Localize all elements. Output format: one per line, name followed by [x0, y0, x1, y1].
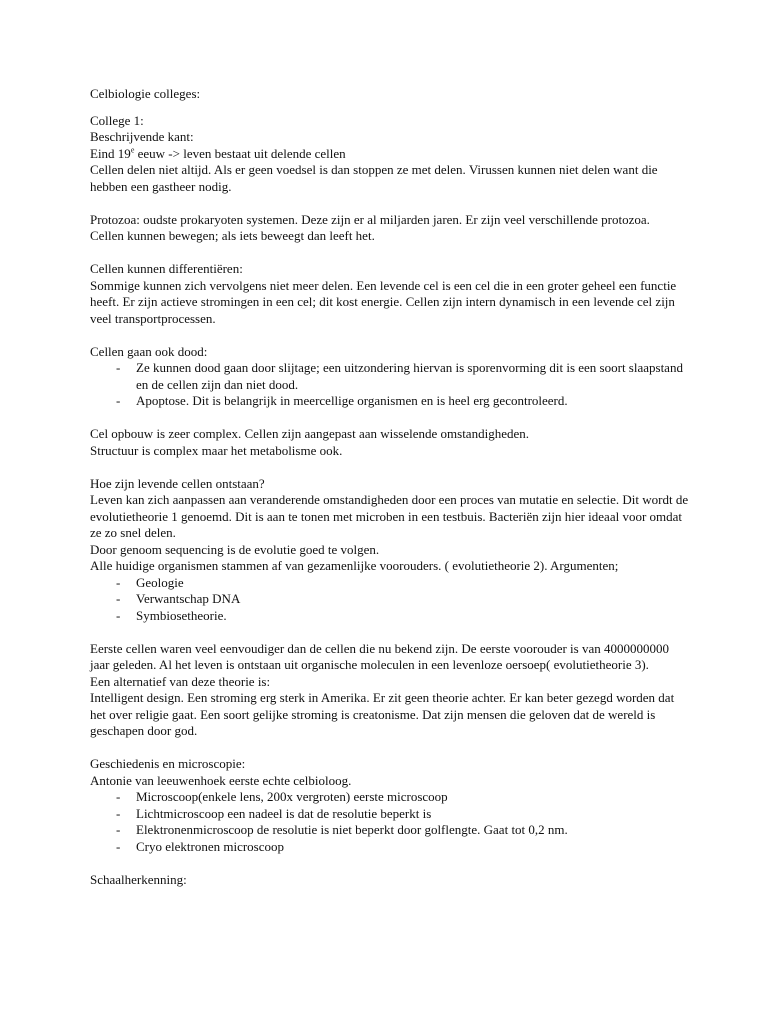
list-item: [90, 360, 690, 393]
list-item: [90, 575, 690, 592]
bullet-dash: -: [116, 393, 121, 408]
list-item-text: Ze kunnen dood gaan door slijtage; een uitzondering hiervan is sporenvorming dit is een soort slaapstand en de cellen zijn dan niet dood.: [136, 360, 683, 392]
paragraph-antonie: Antonie van leeuwenhoek eerste echte celbioloog.: [90, 772, 352, 788]
list-argumenten: [90, 575, 690, 625]
heading-dood: Cellen gaan ook dood:: [90, 343, 208, 359]
paragraph-sommige: Sommige kunnen zich vervolgens niet meer delen. Een levende cel is een cel die in een groter geheel een functie heeft. Er zijn actieve stromingen in een cel; dit kost energie. Cellen zijn intern dynamisch in een levende cel zijn veel transportprocessen.: [90, 277, 677, 326]
list-item: [90, 591, 690, 608]
list-item-text: Elektronenmicroscoop de resolutie is niet beperkt door golflengte. Gaat tot 0,2 nm.: [136, 822, 568, 837]
list-item-text: Cryo elektronen microscoop: [136, 838, 285, 854]
list-item: [90, 393, 690, 410]
paragraph-aanpassen: Leven kan zich aanpassen aan veranderende omstandigheden door een proces van mutatie en selectie. Dit wordt de evolutietheorie 1 genoemd. Dit is aan te tonen met microben in een testbuis. Bacteriën zijn hier ideaal voor omdat ze zo snel delen.: [90, 492, 689, 540]
superscript-e: e: [130, 145, 135, 155]
paragraph-alternatief: Een alternatief van deze theorie is:: [90, 673, 271, 689]
list-item: [90, 806, 690, 823]
document-body: [90, 86, 690, 888]
list-item-text: Verwantschap DNA: [136, 591, 241, 606]
bullet-dash: -: [116, 822, 121, 837]
list-item-text: Apoptose. Dit is belangrijk in meercellige organismen en is heel erg gecontroleerd.: [136, 393, 568, 408]
bullet-dash: -: [116, 360, 121, 375]
paragraph-cellen-delen: Cellen delen niet altijd. Als er geen voedsel is dan stoppen ze met delen. Virussen kunnen niet delen want die hebben een gastheer nodig.: [90, 162, 658, 194]
paragraph-protozoa: Protozoa: oudste prokaryoten systemen. Deze zijn er al miljarden jaren. Er zijn veel verschillende protozoa.: [90, 211, 650, 227]
heading-schaalherkenning: Schaalherkenning:: [90, 871, 187, 887]
bullet-dash: -: [116, 805, 121, 821]
list-microscopie: [90, 789, 690, 855]
paragraph-structuur: Structuur is complex maar het metabolisme ook.: [90, 442, 343, 458]
paragraph-eerste-cellen: Eerste cellen waren veel eenvoudiger dan de cellen die nu bekend zijn. De eerste voorouder is van 4000000000 jaar geleden. Al het leven is ontstaan uit organische moleculen in een levenloze oersoep( evolutietheorie 3).: [90, 640, 670, 672]
paragraph-intelligent-design: Intelligent design. Een stroming erg sterk in Amerika. Er zit geen theorie achter. Er kan beter gezegd worden dat het over religie gaat. Een soort gelijke stroming is creatonisme. Dat zijn mensen die geloven dat de wereld is geschapen door god.: [90, 690, 675, 738]
list-item-text: Symbiosetheorie.: [136, 607, 227, 623]
subheading: Beschrijvende kant:: [90, 129, 194, 144]
bullet-dash: -: [116, 607, 121, 623]
text-fragment: Eind 19: [90, 145, 131, 161]
paragraph-opbouw: Cel opbouw is zeer complex. Cellen zijn aangepast aan wisselende omstandigheden.: [90, 426, 529, 441]
heading-ontstaan: Hoe zijn levende cellen ontstaan?: [90, 475, 265, 491]
list-item: [90, 608, 690, 625]
paragraph-bewegen: Cellen kunnen bewegen; als iets beweegt dan leeft het.: [90, 228, 375, 243]
bullet-dash: -: [116, 838, 121, 854]
paragraph-genoom: Door genoom sequencing is de evolutie goed te volgen.: [90, 541, 380, 557]
list-item: [90, 789, 690, 806]
list-item: [90, 822, 690, 839]
paragraph-eind-eeuw: [90, 146, 690, 163]
bullet-dash: -: [116, 789, 121, 804]
heading-geschiedenis: Geschiedenis en microscopie:: [90, 756, 246, 771]
text-fragment: eeuw -> leven bestaat uit delende cellen: [134, 145, 346, 161]
bullet-dash: -: [116, 574, 121, 590]
list-item-text: Geologie: [136, 574, 184, 590]
list-dood: [90, 360, 690, 410]
list-item: [90, 839, 690, 856]
bullet-dash: -: [116, 591, 121, 606]
heading-differentieren: Cellen kunnen differentiëren:: [90, 261, 243, 276]
list-item-text: Microscoop(enkele lens, 200x vergroten) eerste microscoop: [136, 789, 448, 804]
college-heading: College 1:: [90, 112, 144, 128]
document-title: Celbiologie colleges:: [90, 86, 201, 101]
list-item-text: Lichtmicroscoop een nadeel is dat de resolutie beperkt is: [136, 805, 432, 821]
paragraph-voorouders: Alle huidige organismen stammen af van gezamenlijke voorouders. ( evolutietheorie 2). Argumenten;: [90, 558, 619, 573]
